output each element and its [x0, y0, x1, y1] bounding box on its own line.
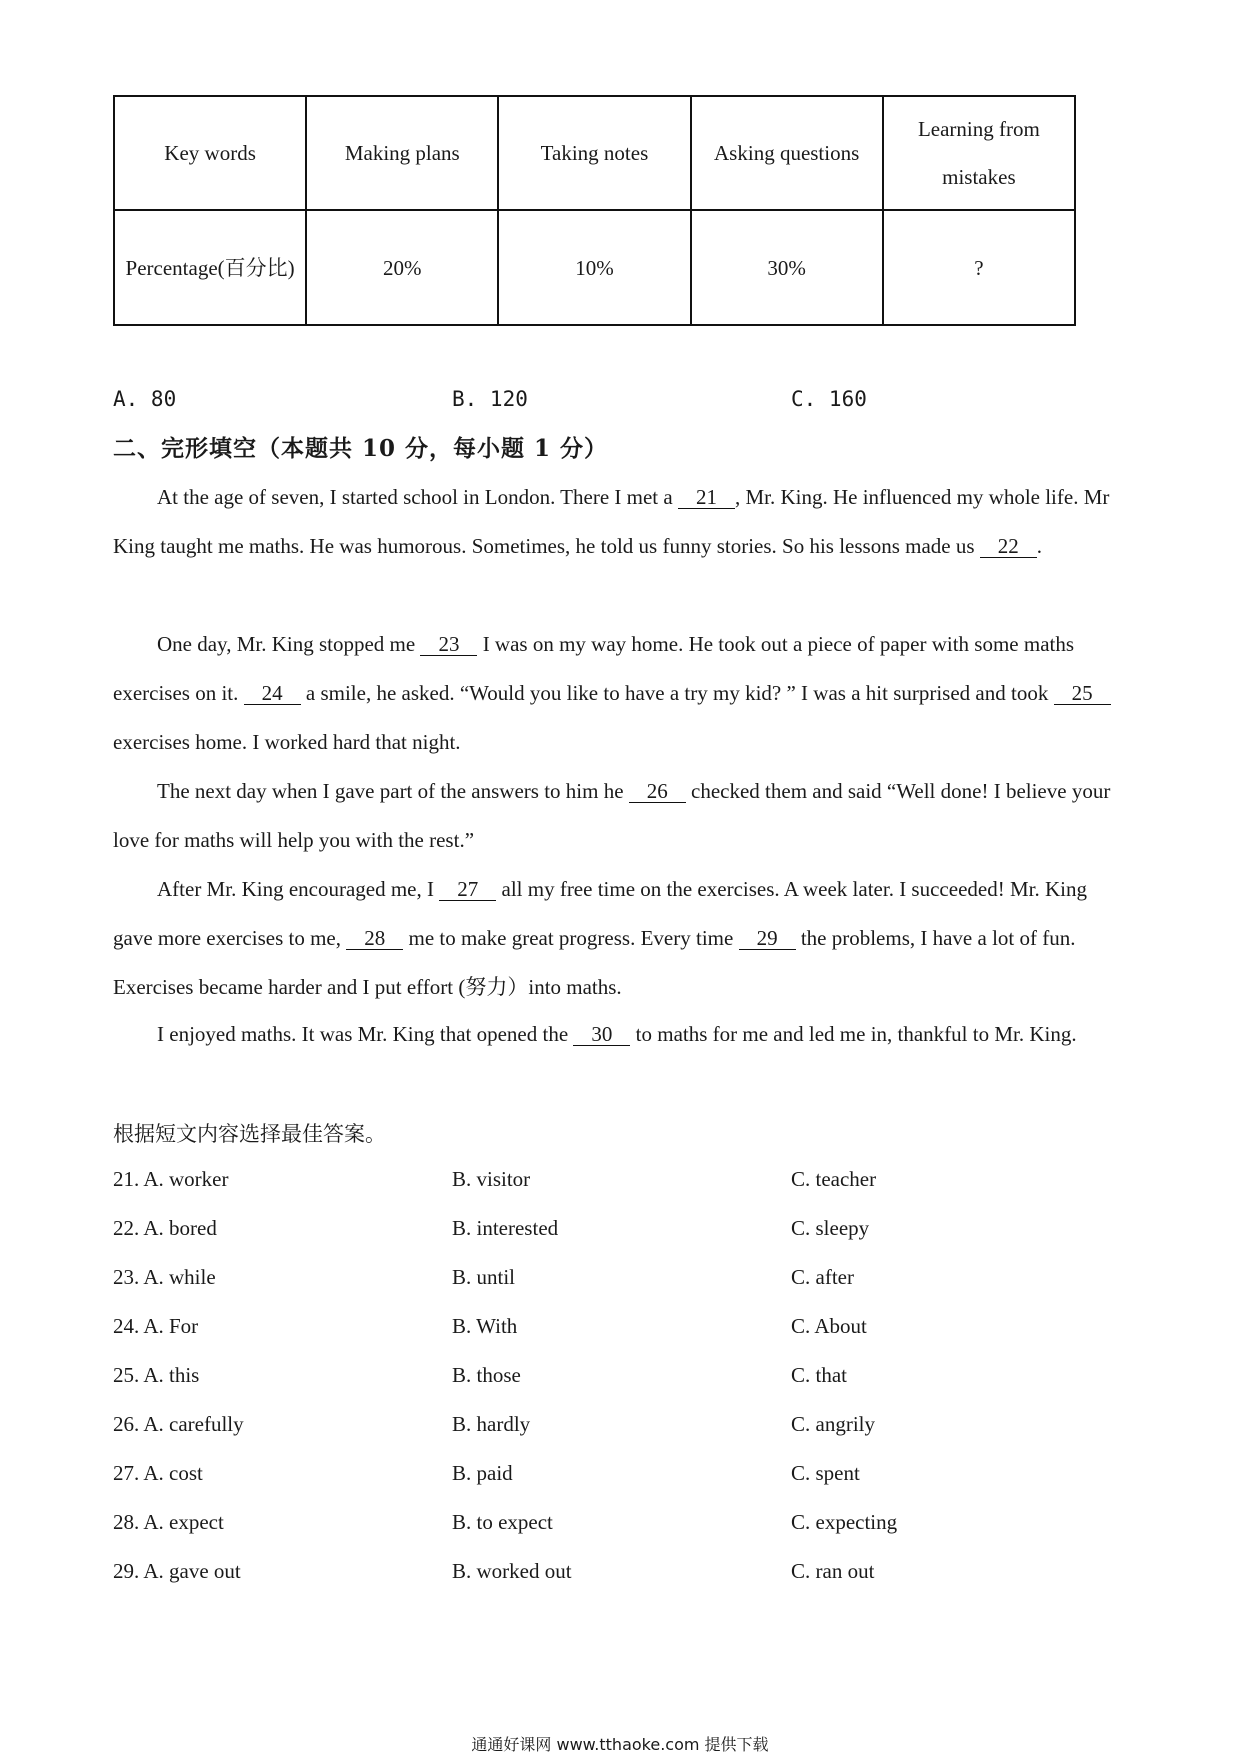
table-cell: 30% — [691, 210, 883, 325]
question-28-option-c: C. expecting — [791, 1510, 898, 1534]
section-heading: 二、完形填空（本题共 10 分，每小题 1 分） — [113, 435, 609, 462]
question-25-option-c: C. that — [791, 1363, 847, 1387]
blank-29: 29 — [739, 927, 796, 950]
question-23-option-b: B. until — [452, 1265, 516, 1289]
instruction-text: 根据短文内容选择最佳答案。 — [113, 1122, 386, 1146]
question-24-option-a: 24. A. For — [113, 1314, 199, 1338]
passage-paragraph-5: I enjoyed maths. It was Mr. King that opened the 30 to maths for me and led me in, thankful to Mr. King. — [157, 1022, 1077, 1046]
survey-table — [113, 95, 1076, 326]
passage-paragraph-3: The next day when I gave part of the answers to him he 26 checked them and said “Well done! I believe your love for maths will help you with the rest.” — [113, 779, 1111, 852]
blank-27: 27 — [439, 878, 496, 901]
question-27-option-b: B. paid — [452, 1461, 513, 1485]
question-29-option-b: B. worked out — [452, 1559, 572, 1583]
blank-22: 22 — [980, 535, 1037, 558]
blank-21: 21 — [678, 486, 735, 509]
passage-paragraph-2: One day, Mr. King stopped me 23 I was on my way home. He took out a piece of paper with some maths exercises on it. 24 a smile, he asked. “Would you like to have a try my kid? ” I was a hit surprised and took 25 exercises home. I worked hard that night. — [113, 620, 1128, 767]
blank-30: 30 — [573, 1023, 630, 1046]
passage-paragraph-4: After Mr. King encouraged me, I 27 all my free time on the exercises. A week later. I succeeded! Mr. King gave more exercises to me, 28 me to make great progress. Every time 29 the problems, I have a lot of fun. Exercises became harder and I put effort (努力）into maths. — [113, 877, 1087, 999]
table-cell: ? — [883, 210, 1075, 325]
question-28-option-b: B. to expect — [452, 1510, 553, 1534]
question-28-option-a: 28. A. expect — [113, 1510, 224, 1534]
question-29-option-a: 29. A. gave out — [113, 1559, 241, 1583]
question-26-option-b: B. hardly — [452, 1412, 531, 1436]
question-27-option-c: C. spent — [791, 1461, 860, 1485]
page-footer: 通通好课网 www.tthaoke.com 提供下载 — [471, 1735, 769, 1754]
question-29-option-c: C. ran out — [791, 1559, 875, 1583]
question-22-option-a: 22. A. bored — [113, 1216, 217, 1240]
question-22-option-c: C. sleepy — [791, 1216, 870, 1240]
question-24-option-b: B. With — [452, 1314, 518, 1338]
table-header-cell: Making plans — [306, 96, 498, 210]
table-cell: 10% — [498, 210, 690, 325]
blank-24: 24 — [244, 682, 301, 705]
table-header-cell: Key words — [114, 96, 306, 210]
question-26-option-a: 26. A. carefully — [113, 1412, 244, 1436]
question-26-option-c: C. angrily — [791, 1412, 875, 1436]
question-23-option-c: C. after — [791, 1265, 854, 1289]
table-data-row — [114, 210, 1075, 325]
table-header-cell: Learning from mistakes — [883, 96, 1075, 210]
question-21-option-b: B. visitor — [452, 1167, 531, 1191]
blank-23: 23 — [420, 633, 477, 656]
blank-26: 26 — [629, 780, 686, 803]
question-21-option-a: 21. A. worker — [113, 1167, 229, 1191]
table-cell: 20% — [306, 210, 498, 325]
question-22-option-b: B. interested — [452, 1216, 559, 1240]
prev-option-a: A. 80 — [113, 387, 177, 411]
passage-paragraph-1: At the age of seven, I started school in London. There I met a 21 , Mr. King. He influenced my whole life. Mr King taught me maths. He was humorous. Sometimes, he told us funny stories. So his lessons made us 22 . — [113, 485, 1110, 558]
question-25-option-a: 25. A. this — [113, 1363, 200, 1387]
prev-option-c: C. 160 — [791, 387, 867, 411]
table-header-cell: Taking notes — [498, 96, 690, 210]
question-24-option-c: C. About — [791, 1314, 867, 1338]
table-header-row — [114, 96, 1075, 210]
prev-option-b: B. 120 — [452, 387, 528, 411]
question-27-option-a: 27. A. cost — [113, 1461, 203, 1485]
question-23-option-a: 23. A. while — [113, 1265, 216, 1289]
question-21-option-c: C. teacher — [791, 1167, 877, 1191]
table-cell: Percentage(百分比) — [114, 210, 306, 325]
question-25-option-b: B. those — [452, 1363, 521, 1387]
blank-25: 25 — [1054, 682, 1111, 705]
blank-28: 28 — [346, 927, 403, 950]
table-header-cell: Asking questions — [691, 96, 883, 210]
